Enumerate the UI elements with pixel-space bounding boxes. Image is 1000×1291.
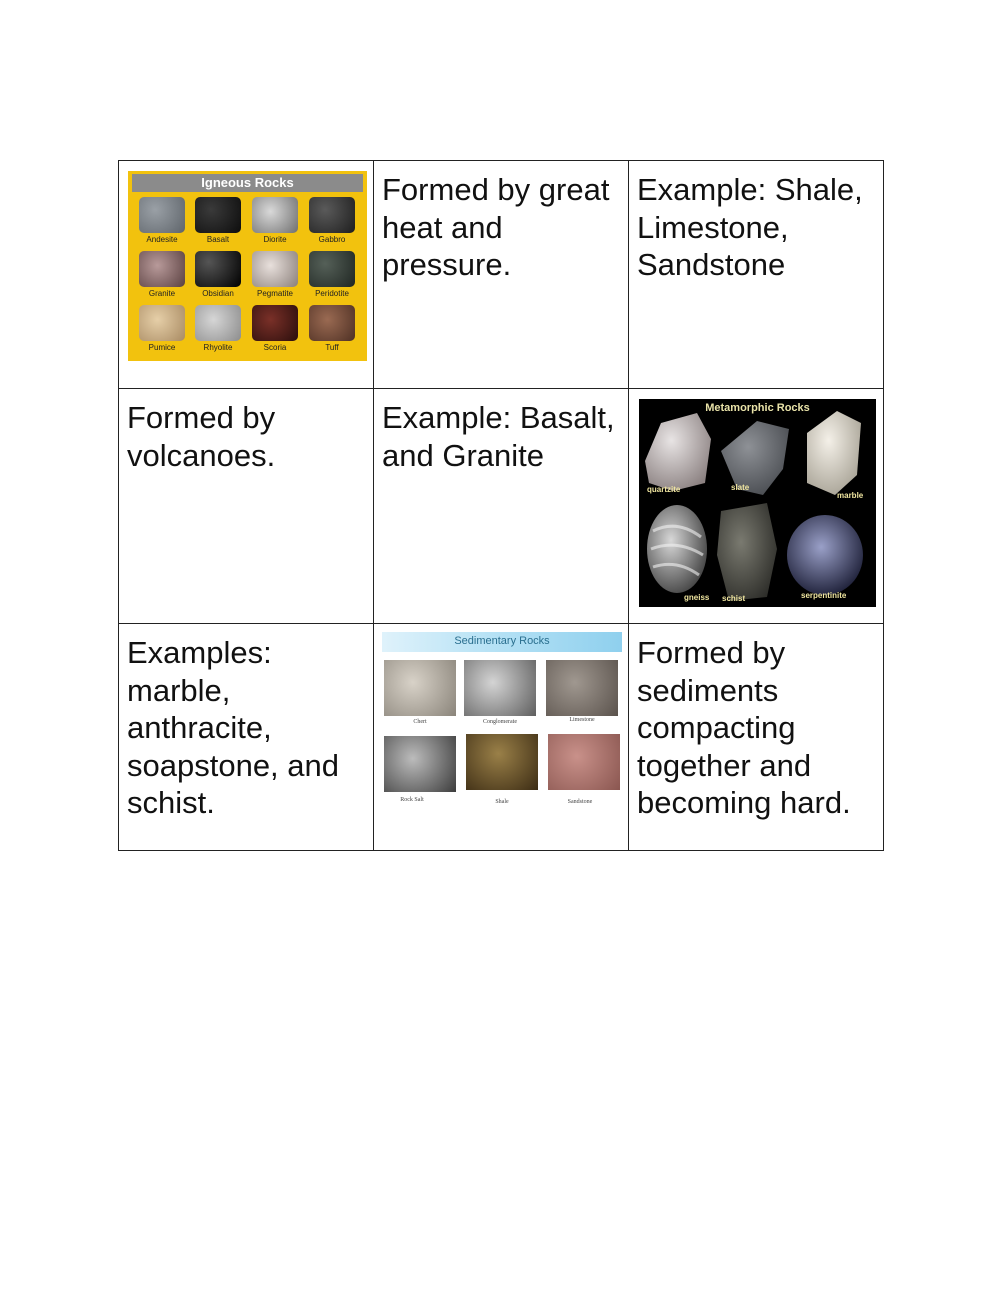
rock-label: Tuff [325, 343, 339, 352]
table-row [119, 161, 884, 389]
table-cell[interactable] [119, 389, 374, 624]
rock-label: Scoria [263, 343, 287, 352]
rock-label: Rhyolite [203, 343, 233, 352]
schist-rock [717, 503, 777, 601]
rock-matching-table [118, 160, 884, 851]
table-cell[interactable] [629, 624, 884, 851]
rock-label: Obsidian [202, 289, 234, 298]
serpentinite-rock [787, 515, 863, 595]
table-cell-sedimentary-image[interactable] [374, 624, 629, 851]
igneous-chart [128, 171, 367, 361]
rock-chert [384, 660, 456, 716]
rock-label: Shale [495, 799, 509, 805]
rock-gabbro [309, 197, 355, 233]
rock-label: Pegmatite [256, 289, 294, 298]
rock-shale [466, 734, 538, 790]
rock-limestone [546, 660, 618, 716]
rock-diorite [252, 197, 298, 233]
rock-label: Diorite [263, 235, 287, 244]
rock-basalt [195, 197, 241, 233]
cell-text: Formed by sediments compacting together and becoming hard. [637, 635, 851, 820]
rock-rhyolite [195, 305, 241, 341]
sedimentary-title: Sedimentary Rocks [454, 635, 550, 647]
metamorphic-title: Metamorphic Rocks [705, 402, 810, 414]
rock-label: Basalt [206, 235, 230, 244]
rock-peridotite [309, 251, 355, 287]
cell-text: Example: Basalt, and Granite [382, 400, 615, 473]
table-cell[interactable] [374, 161, 629, 389]
rock-label: marble [837, 491, 864, 500]
rock-scoria [252, 305, 298, 341]
rock-obsidian [195, 251, 241, 287]
marble-rock [807, 411, 861, 495]
sedimentary-chart [382, 632, 622, 816]
rock-sandstone [548, 734, 620, 790]
rock-label: Granite [148, 289, 176, 298]
rock-granite [139, 251, 185, 287]
rock-tuff [309, 305, 355, 341]
metamorphic-chart [639, 399, 876, 607]
rock-rock-salt [384, 736, 456, 792]
rock-label: gneiss [684, 593, 710, 602]
rock-pumice [139, 305, 185, 341]
rock-label: slate [731, 483, 750, 492]
table-cell[interactable] [374, 389, 629, 624]
table-cell-metamorphic-image[interactable] [629, 389, 884, 624]
gneiss-rock [647, 505, 707, 593]
cell-text: Example: Shale, Limestone, Sandstone [637, 172, 863, 282]
table-cell[interactable] [119, 624, 374, 851]
rock-label: Limestone [569, 717, 595, 723]
rock-label: Peridotite [315, 289, 349, 298]
rock-conglomerate [464, 660, 536, 716]
rock-label: Gabbro [318, 235, 346, 244]
table-cell-igneous-image[interactable] [119, 161, 374, 389]
igneous-title: Igneous Rocks [132, 174, 363, 192]
rock-label: Sandstone [567, 799, 593, 805]
rock-label: Conglomerate [483, 719, 517, 725]
quartzite-rock [645, 413, 711, 491]
rock-label: Rock Salt [400, 797, 424, 803]
cell-text: Examples: marble, anthracite, soapstone, and schist. [127, 635, 340, 820]
rock-label: Andesite [146, 235, 178, 244]
cell-text: Formed by volcanoes. [127, 400, 276, 473]
rock-pegmatite [252, 251, 298, 287]
rock-label: Pumice [148, 343, 176, 352]
rock-andesite [139, 197, 185, 233]
table-row [119, 624, 884, 851]
rock-label: serpentinite [801, 591, 847, 600]
metamorphic-rock-shapes [639, 399, 876, 607]
rock-label: schist [722, 594, 746, 603]
rock-label: Chert [413, 719, 427, 725]
cell-text: Formed by great heat and pressure. [382, 172, 610, 282]
table-row [119, 389, 884, 624]
rock-label: quartzite [647, 485, 681, 494]
table-cell[interactable] [629, 161, 884, 389]
